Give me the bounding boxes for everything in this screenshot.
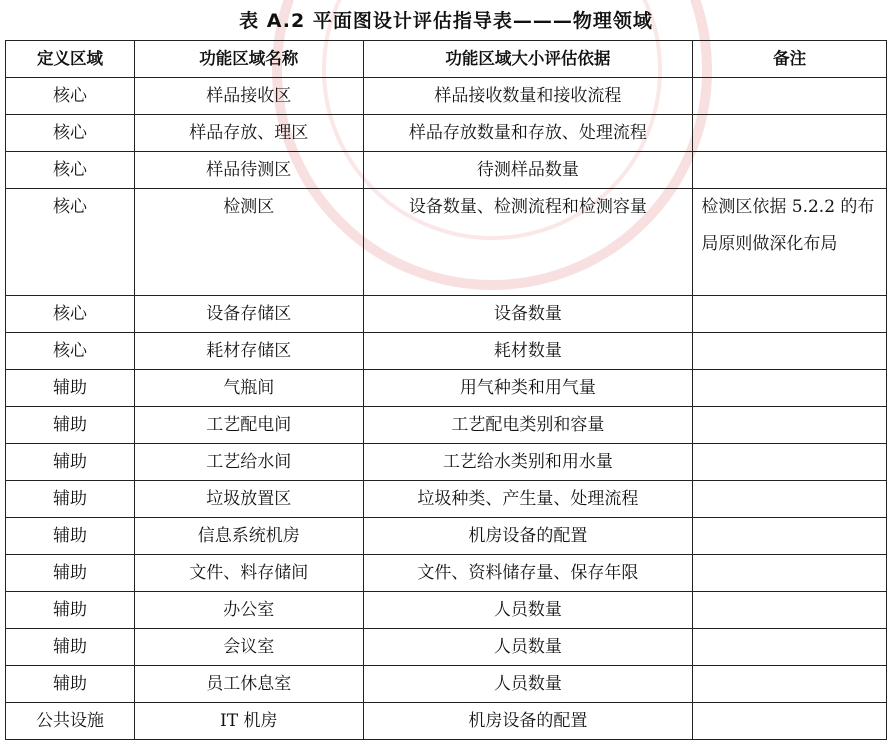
cell-size-basis: 工艺配电类别和容量: [363, 407, 693, 444]
cell-remarks: [693, 115, 887, 152]
cell-function-area-name: 耗材存储区: [135, 333, 363, 370]
cell-remarks: [693, 333, 887, 370]
table-row: [6, 444, 887, 481]
cell-size-basis: 样品接收数量和接收流程: [363, 78, 693, 115]
cell-defined-area: 辅助: [6, 370, 135, 407]
cell-size-basis: 人员数量: [363, 629, 693, 666]
cell-function-area-name: 样品存放、理区: [135, 115, 363, 152]
cell-defined-area: 核心: [6, 78, 135, 115]
cell-function-area-name: 办公室: [135, 592, 363, 629]
cell-defined-area: 辅助: [6, 481, 135, 518]
header-function-area-name: 功能区域名称: [135, 41, 363, 78]
cell-size-basis: 文件、资料储存量、保存年限: [363, 555, 693, 592]
cell-defined-area: 核心: [6, 333, 135, 370]
cell-size-basis: 垃圾种类、产生量、处理流程: [363, 481, 693, 518]
cell-remarks: [693, 152, 887, 189]
cell-size-basis: 设备数量: [363, 296, 693, 333]
cell-defined-area: 辅助: [6, 444, 135, 481]
evaluation-table: [5, 40, 887, 740]
cell-function-area-name: 垃圾放置区: [135, 481, 363, 518]
cell-defined-area: 核心: [6, 296, 135, 333]
table-row: [6, 666, 887, 703]
cell-size-basis: 设备数量、检测流程和检测容量: [363, 189, 693, 296]
cell-remarks: 检测区依据 5.2.2 的布局原则做深化布局: [693, 189, 887, 296]
header-size-basis: 功能区域大小评估依据: [363, 41, 693, 78]
header-defined-area: 定义区域: [6, 41, 135, 78]
cell-defined-area: 核心: [6, 152, 135, 189]
cell-function-area-name: 设备存储区: [135, 296, 363, 333]
table-row: [6, 78, 887, 115]
cell-remarks: [693, 444, 887, 481]
table-row: [6, 370, 887, 407]
table-row: [6, 189, 887, 296]
table-row: [6, 333, 887, 370]
cell-function-area-name: 员工休息室: [135, 666, 363, 703]
table-row: [6, 592, 887, 629]
cell-size-basis: 待测样品数量: [363, 152, 693, 189]
table-row: [6, 555, 887, 592]
cell-remarks: [693, 78, 887, 115]
cell-size-basis: 机房设备的配置: [363, 518, 693, 555]
cell-function-area-name: 样品待测区: [135, 152, 363, 189]
cell-size-basis: 用气种类和用气量: [363, 370, 693, 407]
cell-defined-area: 辅助: [6, 592, 135, 629]
table-row: [6, 703, 887, 740]
cell-remarks: [693, 481, 887, 518]
cell-defined-area: 核心: [6, 189, 135, 296]
cell-size-basis: 耗材数量: [363, 333, 693, 370]
table-row: [6, 115, 887, 152]
cell-remarks: [693, 296, 887, 333]
cell-size-basis: 样品存放数量和存放、处理流程: [363, 115, 693, 152]
cell-defined-area: 辅助: [6, 666, 135, 703]
cell-size-basis: 机房设备的配置: [363, 703, 693, 740]
cell-defined-area: 核心: [6, 115, 135, 152]
cell-defined-area: 辅助: [6, 518, 135, 555]
table-header-row: [6, 41, 887, 78]
table-row: [6, 152, 887, 189]
table-row: [6, 481, 887, 518]
cell-function-area-name: 检测区: [135, 189, 363, 296]
cell-function-area-name: 气瓶间: [135, 370, 363, 407]
cell-function-area-name: 文件、料存储间: [135, 555, 363, 592]
cell-function-area-name: IT 机房: [135, 703, 363, 740]
cell-remarks: [693, 703, 887, 740]
table-row: [6, 518, 887, 555]
cell-function-area-name: 样品接收区: [135, 78, 363, 115]
cell-defined-area: 辅助: [6, 555, 135, 592]
cell-size-basis: 工艺给水类别和用水量: [363, 444, 693, 481]
cell-remarks: [693, 518, 887, 555]
cell-size-basis: 人员数量: [363, 666, 693, 703]
header-remarks: 备注: [693, 41, 887, 78]
cell-defined-area: 辅助: [6, 629, 135, 666]
table-row: [6, 296, 887, 333]
cell-remarks: [693, 370, 887, 407]
cell-remarks: [693, 666, 887, 703]
cell-size-basis: 人员数量: [363, 592, 693, 629]
table-title: 表 A.2 平面图设计评估指导表———物理领域: [239, 10, 653, 32]
table-row: [6, 407, 887, 444]
cell-remarks: [693, 629, 887, 666]
cell-remarks: [693, 555, 887, 592]
table-row: [6, 629, 887, 666]
cell-defined-area: 公共设施: [6, 703, 135, 740]
cell-defined-area: 辅助: [6, 407, 135, 444]
table-body: [6, 78, 887, 740]
cell-function-area-name: 工艺给水间: [135, 444, 363, 481]
cell-function-area-name: 工艺配电间: [135, 407, 363, 444]
cell-function-area-name: 信息系统机房: [135, 518, 363, 555]
cell-remarks: [693, 592, 887, 629]
cell-function-area-name: 会议室: [135, 629, 363, 666]
cell-remarks: [693, 407, 887, 444]
